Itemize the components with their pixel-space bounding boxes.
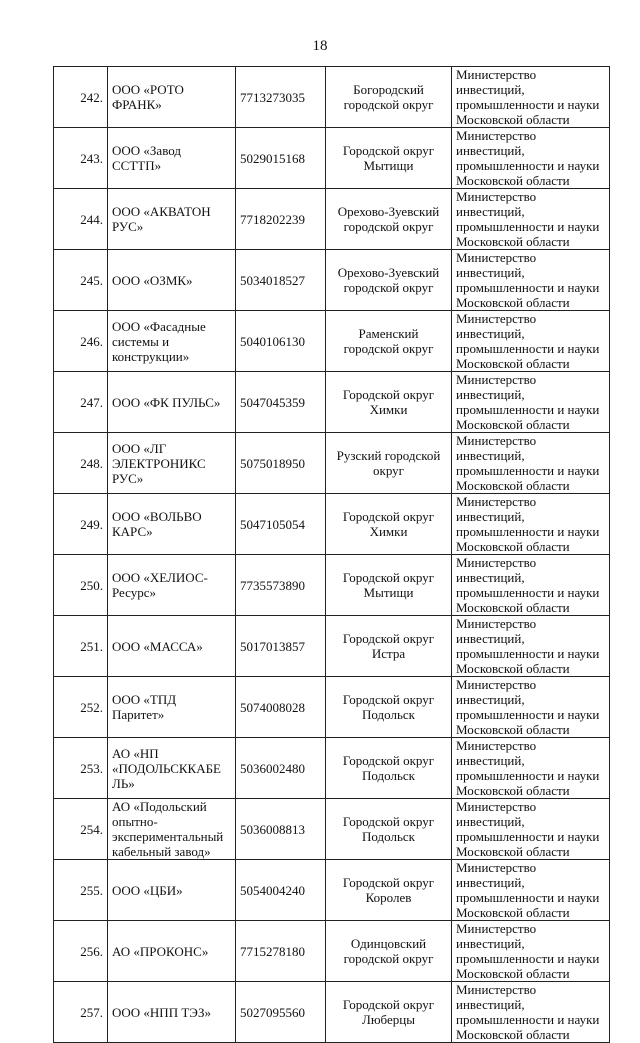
organization-name: ООО «ЦБИ» — [112, 882, 183, 898]
table-row — [54, 677, 610, 738]
table-row — [54, 616, 610, 677]
table-row — [54, 738, 610, 799]
organization-name: ООО «НПП ТЭЗ» — [112, 1004, 212, 1020]
table-row — [54, 189, 610, 250]
row-number: 252. — [80, 699, 103, 715]
responsible-ministry: Министерство инвестиций, промышленности и науки Московской области — [456, 433, 600, 493]
organization-name: ООО «ТПД Паритет» — [112, 692, 177, 722]
organization-name: ООО «ФК ПУЛЬС» — [112, 394, 221, 410]
row-number: 257. — [80, 1004, 103, 1020]
municipal-district: Рузский городской округ — [336, 448, 441, 478]
organization-name: ООО «МАССА» — [112, 638, 203, 654]
row-number: 245. — [80, 272, 103, 288]
table-body — [54, 67, 610, 1043]
inn-number: 5017013857 — [240, 638, 305, 654]
inn-number: 5029015168 — [240, 150, 305, 166]
municipal-district: Городской округ Истра — [342, 631, 435, 661]
table-row — [54, 67, 610, 128]
responsible-ministry: Министерство инвестиций, промышленности и науки Московской области — [456, 616, 600, 676]
table-row — [54, 982, 610, 1043]
responsible-ministry: Министерство инвестиций, промышленности и науки Московской области — [456, 982, 600, 1042]
organization-name: АО «Подольский опытно- экспериментальный кабельный завод» — [112, 799, 224, 859]
inn-number: 7713273035 — [240, 89, 305, 105]
table-row — [54, 311, 610, 372]
organization-name: АО «НП «ПОДОЛЬСККАБЕ ЛЬ» — [112, 745, 222, 791]
inn-number: 5075018950 — [240, 455, 305, 471]
responsible-ministry: Министерство инвестиций, промышленности и науки Московской области — [456, 311, 600, 371]
inn-number: 5074008028 — [240, 699, 305, 715]
inn-number: 7735573890 — [240, 577, 305, 593]
inn-number: 5047105054 — [240, 516, 305, 532]
responsible-ministry: Министерство инвестиций, промышленности и науки Московской области — [456, 860, 600, 920]
inn-number: 7718202239 — [240, 211, 305, 227]
row-number: 254. — [80, 821, 103, 837]
organization-name: ООО «Фасадные системы и конструкции» — [112, 318, 206, 364]
municipal-district: Городской округ Химки — [342, 387, 435, 417]
page-number: 18 — [312, 38, 328, 54]
responsible-ministry: Министерство инвестиций, промышленности и науки Московской области — [456, 555, 600, 615]
organization-name: АО «ПРОКОНС» — [112, 943, 209, 959]
row-number: 247. — [80, 394, 103, 410]
responsible-ministry: Министерство инвестиций, промышленности и науки Московской области — [456, 799, 600, 859]
row-number: 250. — [80, 577, 103, 593]
municipal-district: Раменский городской округ — [343, 326, 434, 356]
table-row — [54, 860, 610, 921]
organization-name: ООО «ВОЛЬВО КАРС» — [112, 509, 202, 539]
organization-name: ООО «РОТО ФРАНК» — [112, 82, 184, 112]
table-row — [54, 250, 610, 311]
organization-name: ООО «ОЗМК» — [112, 272, 193, 288]
responsible-ministry: Министерство инвестиций, промышленности и науки Московской области — [456, 250, 600, 310]
inn-number: 5034018527 — [240, 272, 305, 288]
responsible-ministry: Министерство инвестиций, промышленности и науки Московской области — [456, 677, 600, 737]
responsible-ministry: Министерство инвестиций, промышленности и науки Московской области — [456, 921, 600, 981]
responsible-ministry: Министерство инвестиций, промышленности и науки Московской области — [456, 738, 600, 798]
enterprise-table — [53, 66, 610, 1043]
municipal-district: Одинцовский городской округ — [343, 936, 434, 966]
organization-name: ООО «АКВАТОН РУС» — [112, 204, 211, 234]
row-number: 243. — [80, 150, 103, 166]
municipal-district: Городской округ Мытищи — [342, 143, 435, 173]
table-row — [54, 494, 610, 555]
responsible-ministry: Министерство инвестиций, промышленности и науки Московской области — [456, 128, 600, 188]
inn-number: 5036002480 — [240, 760, 305, 776]
municipal-district: Орехово-Зуевский городской округ — [337, 204, 440, 234]
municipal-district: Городской округ Подольск — [342, 814, 435, 844]
row-number: 253. — [80, 760, 103, 776]
municipal-district: Городской округ Мытищи — [342, 570, 435, 600]
row-number: 255. — [80, 882, 103, 898]
row-number: 242. — [80, 89, 103, 105]
table-row — [54, 128, 610, 189]
inn-number: 5036008813 — [240, 821, 305, 837]
table-row — [54, 555, 610, 616]
responsible-ministry: Министерство инвестиций, промышленности и науки Московской области — [456, 67, 600, 127]
inn-number: 5040106130 — [240, 333, 305, 349]
responsible-ministry: Министерство инвестиций, промышленности и науки Московской области — [456, 189, 600, 249]
municipal-district: Богородский городской округ — [343, 82, 434, 112]
row-number: 251. — [80, 638, 103, 654]
table-row — [54, 372, 610, 433]
row-number: 248. — [80, 455, 103, 471]
inn-number: 5027095560 — [240, 1004, 305, 1020]
municipal-district: Городской округ Люберцы — [342, 997, 435, 1027]
organization-name: ООО «Завод ССТТП» — [112, 143, 181, 173]
inn-number: 7715278180 — [240, 943, 305, 959]
row-number: 244. — [80, 211, 103, 227]
municipal-district: Городской округ Химки — [342, 509, 435, 539]
inn-number: 5054004240 — [240, 882, 305, 898]
organization-name: ООО «ЛГ ЭЛЕКТРОНИКС РУС» — [112, 440, 206, 486]
table-row — [54, 921, 610, 982]
table-row — [54, 799, 610, 860]
municipal-district: Городской округ Подольск — [342, 692, 435, 722]
municipal-district: Орехово-Зуевский городской округ — [337, 265, 440, 295]
row-number: 256. — [80, 943, 103, 959]
responsible-ministry: Министерство инвестиций, промышленности и науки Московской области — [456, 372, 600, 432]
table-row — [54, 433, 610, 494]
organization-name: ООО «ХЕЛИОС- Ресурс» — [112, 570, 208, 600]
responsible-ministry: Министерство инвестиций, промышленности и науки Московской области — [456, 494, 600, 554]
row-number: 249. — [80, 516, 103, 532]
municipal-district: Городской округ Подольск — [342, 753, 435, 783]
inn-number: 5047045359 — [240, 394, 305, 410]
row-number: 246. — [80, 333, 103, 349]
municipal-district: Городской округ Королев — [342, 875, 435, 905]
